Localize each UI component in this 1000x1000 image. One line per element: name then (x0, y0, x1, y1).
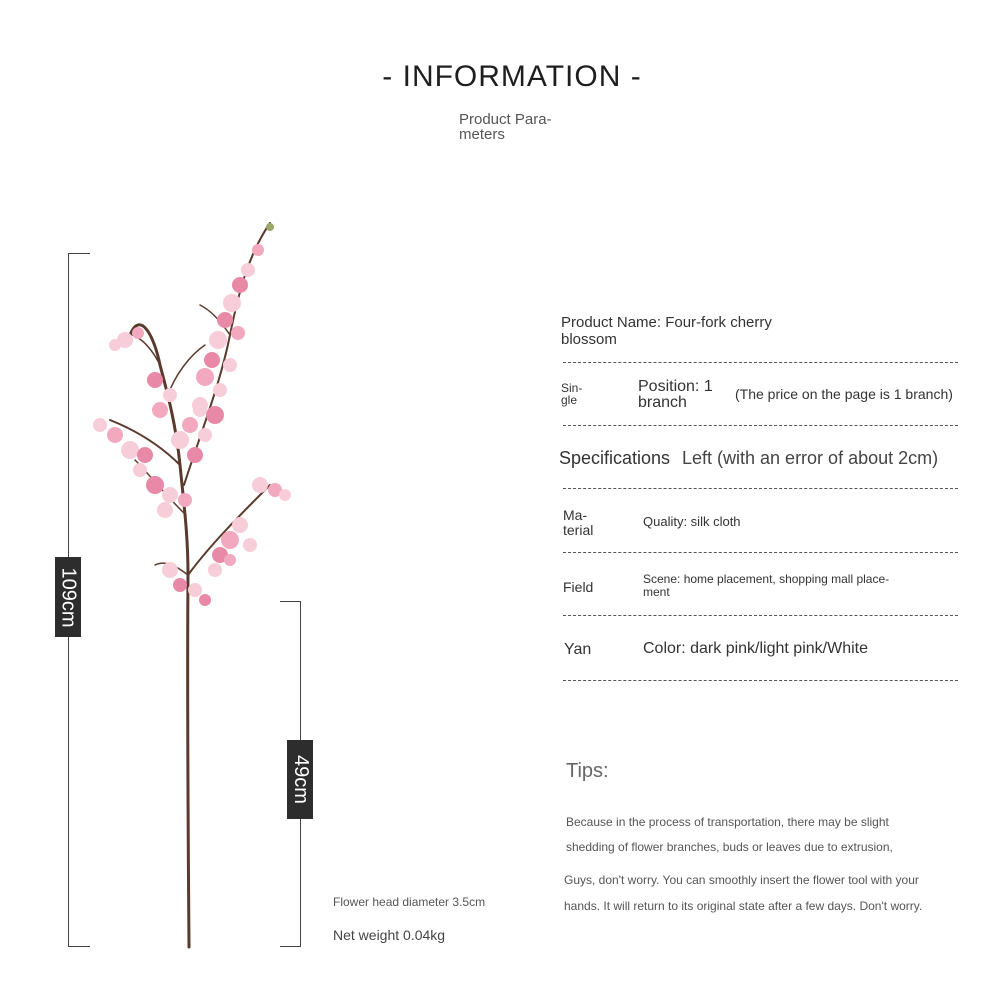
total-height-badge: 109cm (55, 557, 81, 637)
divider (563, 615, 958, 616)
field-label: Field (563, 579, 594, 595)
product-name: Product Name: Four-fork cherry blossom (561, 314, 772, 348)
page-subtitle: Product Para- meters (459, 111, 552, 143)
stem-height-badge: 49cm (287, 740, 313, 819)
color-value: Color: dark pink/light pink/White (643, 640, 868, 657)
specifications-label: Specifications (559, 448, 671, 468)
tips-title: Tips: (566, 760, 609, 782)
price-note: (The price on the page is 1 branch) (735, 386, 953, 402)
page-title: - INFORMATION - (382, 60, 642, 93)
divider (563, 425, 958, 426)
net-weight: Net weight 0.04kg (333, 927, 446, 943)
specifications-value: Left (with an error of about 2cm) (682, 448, 939, 468)
material-label: Ma- terial (563, 507, 594, 538)
tips-line: Because in the process of transportation, there may be slight (566, 815, 889, 829)
divider (563, 680, 958, 681)
tips-line: hands. It will return to its original state after a few days. Don't worry. (564, 899, 923, 913)
flower-head-diameter: Flower head diameter 3.5cm (333, 895, 486, 909)
cherry-blossom-branch-image (80, 215, 320, 950)
quality-value: Quality: silk cloth (643, 514, 741, 529)
yan-label: Yan (564, 641, 592, 658)
position-value: Position: 1 branch (638, 378, 713, 411)
single-label: Sin- gle (561, 381, 583, 407)
divider (563, 488, 958, 489)
divider (563, 552, 958, 553)
tips-line: Guys, don't worry. You can smoothly insert the flower tool with your (564, 873, 919, 887)
tips-line: shedding of flower branches, buds or leaves due to extrusion, (566, 840, 893, 854)
divider (563, 362, 958, 363)
scene-value: Scene: home placement, shopping mall place- ment (643, 572, 890, 599)
